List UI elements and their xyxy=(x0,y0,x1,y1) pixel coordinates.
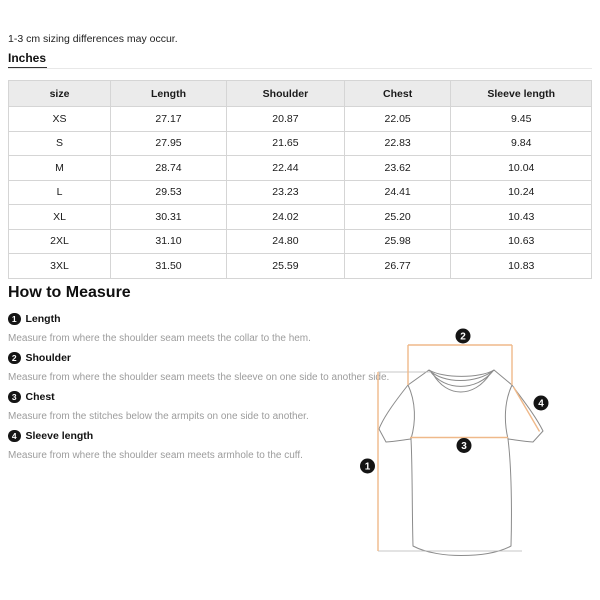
table-row xyxy=(9,229,592,254)
value-cell: 10.43 xyxy=(451,205,592,230)
marker-4-sleeve-length xyxy=(534,396,549,411)
how-to-measure-title: How to Measure xyxy=(8,284,131,301)
value-cell: 20.87 xyxy=(227,107,345,132)
step-2-badge: 2 xyxy=(8,352,21,365)
step-1-badge: 1 xyxy=(8,313,21,326)
size-cell: 2XL xyxy=(9,229,111,254)
size-cell: S xyxy=(9,131,111,156)
step-4-label: Sleeve length xyxy=(25,430,94,442)
value-cell: 31.10 xyxy=(111,229,227,254)
value-cell: 9.45 xyxy=(451,107,592,132)
value-cell: 22.44 xyxy=(227,156,345,181)
marker-2-shoulder xyxy=(456,329,471,344)
value-cell: 29.53 xyxy=(111,180,227,205)
value-cell: 31.50 xyxy=(111,254,227,279)
measure-instructions xyxy=(8,312,390,468)
tab-inches[interactable] xyxy=(8,51,46,65)
value-cell: 24.41 xyxy=(344,180,451,205)
tshirt-measurement-diagram xyxy=(355,315,600,600)
value-cell: 9.84 xyxy=(451,131,592,156)
svg-text:1: 1 xyxy=(364,461,371,473)
tab-inches-label: Inches xyxy=(8,51,47,65)
table-row xyxy=(9,107,592,132)
column-header-length: Length xyxy=(111,81,227,107)
value-cell: 10.83 xyxy=(451,254,592,279)
sizing-disclaimer: 1-3 cm sizing differences may occur. xyxy=(8,33,178,45)
size-table xyxy=(8,80,592,279)
measure-item-shoulder xyxy=(8,351,390,384)
size-cell: XL xyxy=(9,205,111,230)
value-cell: 25.59 xyxy=(227,254,345,279)
table-row xyxy=(9,131,592,156)
size-cell: XS xyxy=(9,107,111,132)
svg-text:2: 2 xyxy=(460,331,466,343)
step-3-label: Chest xyxy=(25,391,55,403)
tshirt-outline xyxy=(379,370,543,556)
value-cell: 21.65 xyxy=(227,131,345,156)
marker-1-length xyxy=(360,459,375,474)
step-2-label: Shoulder xyxy=(25,352,72,364)
column-header-chest: Chest xyxy=(344,81,451,107)
step-4-description: Measure from where the shoulder seam meets armhole to the cuff. xyxy=(8,450,303,461)
measure-item-length xyxy=(8,312,378,345)
size-cell: M xyxy=(9,156,111,181)
table-row xyxy=(9,180,592,205)
svg-text:3: 3 xyxy=(461,441,467,453)
value-cell: 10.63 xyxy=(451,229,592,254)
value-cell: 23.23 xyxy=(227,180,345,205)
marker-3-chest xyxy=(457,438,472,453)
column-header-size: size xyxy=(9,81,111,107)
value-cell: 10.24 xyxy=(451,180,592,205)
table-row xyxy=(9,254,592,279)
step-3-badge: 3 xyxy=(8,391,21,404)
value-cell: 24.80 xyxy=(227,229,345,254)
size-cell: 3XL xyxy=(9,254,111,279)
value-cell: 24.02 xyxy=(227,205,345,230)
step-1-description: Measure from where the shoulder seam meets the collar to the hem. xyxy=(8,333,311,344)
measure-item-sleeve-length xyxy=(8,429,378,462)
table-header-row xyxy=(9,81,592,107)
table-row xyxy=(9,156,592,181)
table-row xyxy=(9,205,592,230)
value-cell: 26.77 xyxy=(344,254,451,279)
size-cell: L xyxy=(9,180,111,205)
value-cell: 10.04 xyxy=(451,156,592,181)
value-cell: 27.95 xyxy=(111,131,227,156)
column-header-shoulder: Shoulder xyxy=(227,81,345,107)
tab-divider-rule xyxy=(8,68,592,69)
measure-item-chest xyxy=(8,390,378,423)
value-cell: 22.83 xyxy=(344,131,451,156)
value-cell: 25.20 xyxy=(344,205,451,230)
column-header-sleeve-length: Sleeve length xyxy=(451,81,592,107)
value-cell: 27.17 xyxy=(111,107,227,132)
step-1-label: Length xyxy=(25,313,61,325)
value-cell: 23.62 xyxy=(344,156,451,181)
step-2-description: Measure from where the shoulder seam meets the sleeve on one side to another side. xyxy=(8,372,390,383)
step-4-badge: 4 xyxy=(8,430,21,443)
svg-text:4: 4 xyxy=(538,398,544,410)
step-3-description: Measure from the stitches below the armpits on one side to another. xyxy=(8,411,309,422)
value-cell: 22.05 xyxy=(344,107,451,132)
value-cell: 30.31 xyxy=(111,205,227,230)
value-cell: 28.74 xyxy=(111,156,227,181)
value-cell: 25.98 xyxy=(344,229,451,254)
